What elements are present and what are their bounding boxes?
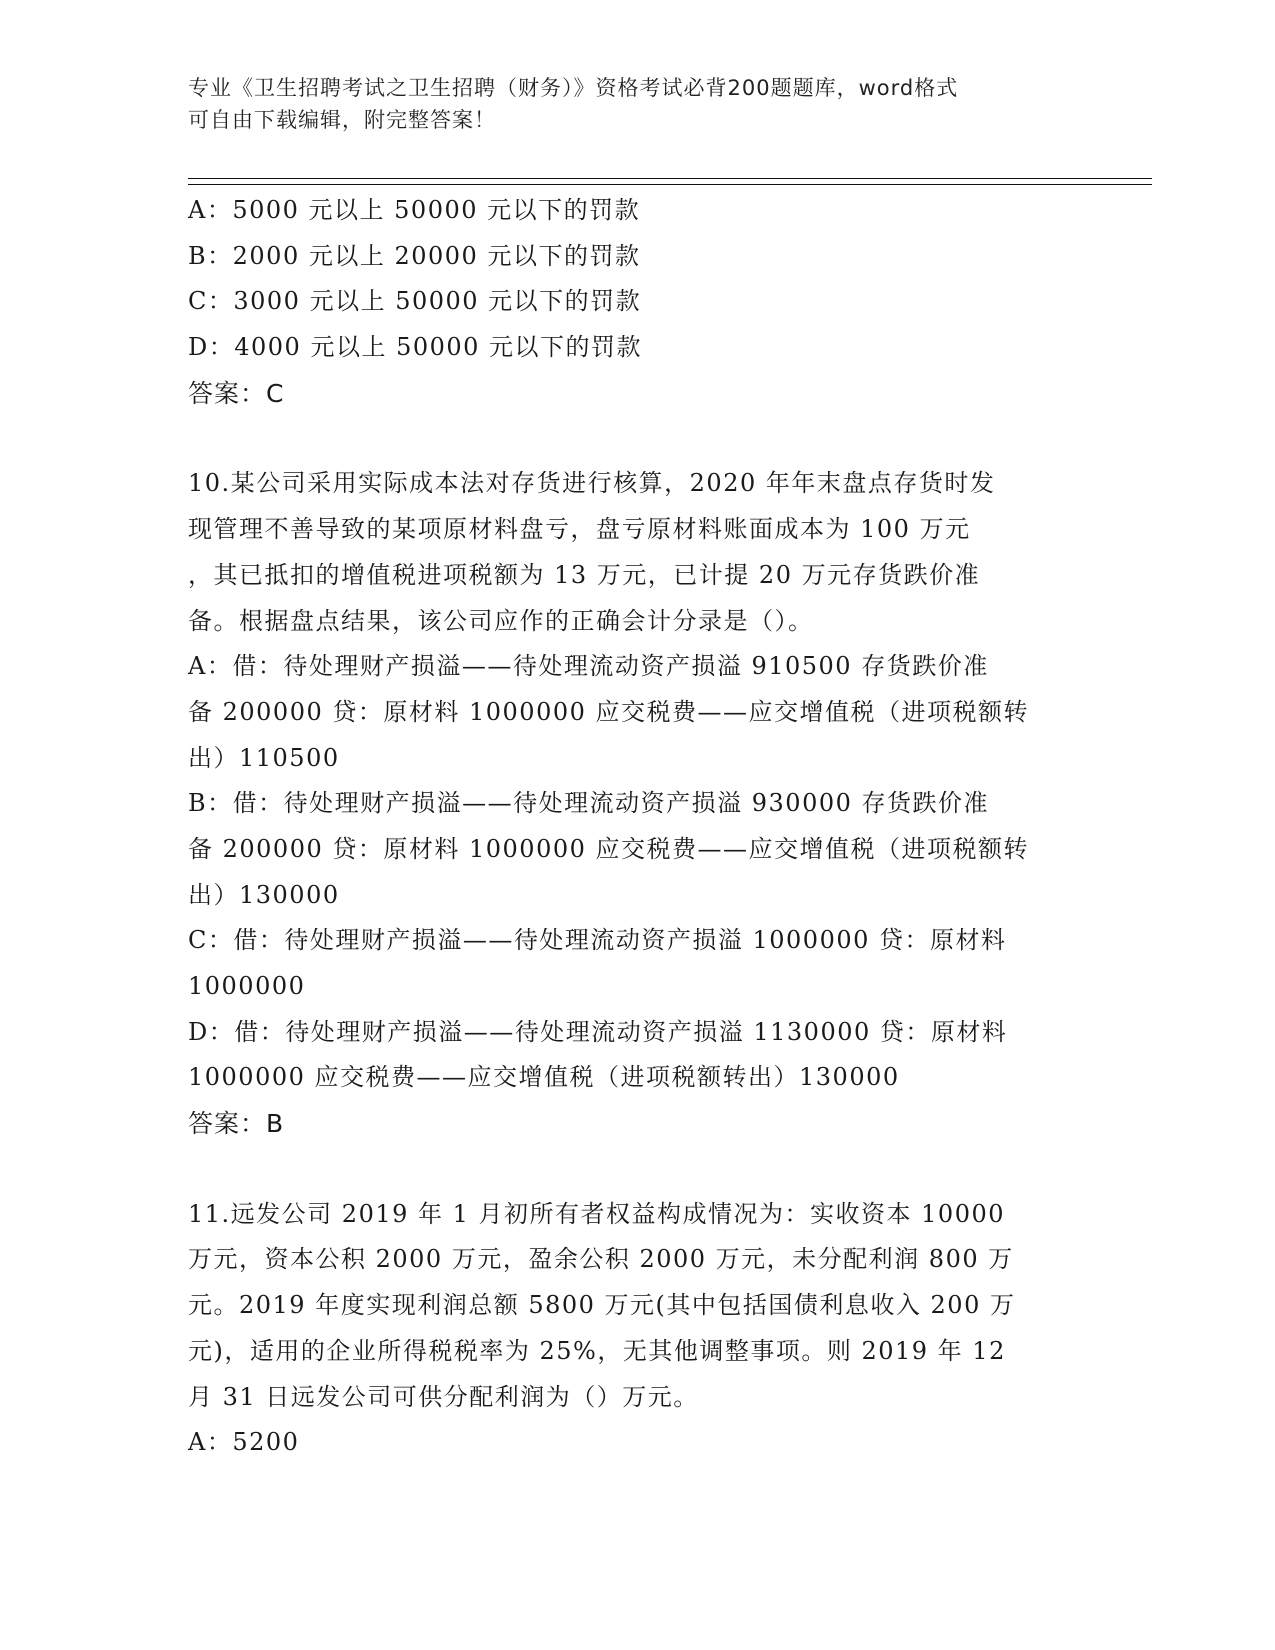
question-spacer bbox=[188, 416, 1088, 461]
answer: 答案：C bbox=[188, 378, 285, 408]
option-a-line: 出）110500 bbox=[188, 743, 340, 772]
question-stem-line: 万元，资本公积 2000 万元，盈余公积 2000 万元，未分配利润 800 万 bbox=[188, 1245, 1014, 1274]
header-line-1: 专业《卫生招聘考试之卫生招聘（财务）》资格考试必背200题题库，word格式 bbox=[188, 76, 959, 100]
option-c: C：3000 元以上 50000 元以下的罚款 bbox=[188, 287, 642, 316]
option-b-line: B：借：待处理财产损溢——待处理流动资产损溢 930000 存货跌价准 bbox=[188, 789, 990, 818]
option-d-line: 1000000 应交税费——应交增值税（进项税额转出）130000 bbox=[188, 1063, 900, 1092]
question-stem-line: 月 31 日远发公司可供分配利润为（）万元。 bbox=[188, 1382, 699, 1411]
question-stem-line: 元。2019 年度实现利润总额 5800 万元(其中包括国债利息收入 200 万 bbox=[188, 1291, 1016, 1320]
option-c-line: 1000000 bbox=[188, 972, 306, 1000]
option-b-line: 出）130000 bbox=[188, 880, 340, 909]
option-b-line: 备 200000 贷：原材料 1000000 应交税费——应交增值税（进项税额转 bbox=[188, 834, 1030, 863]
option-a-line: 备 200000 贷：原材料 1000000 应交税费——应交增值税（进项税额转 bbox=[188, 697, 1030, 726]
header-divider-bottom bbox=[188, 184, 1152, 185]
header-divider-top bbox=[188, 178, 1152, 179]
header-line-2: 可自由下载编辑，附完整答案！ bbox=[188, 108, 496, 132]
option-a: A：5000 元以上 50000 元以下的罚款 bbox=[188, 196, 641, 224]
question-spacer bbox=[188, 1147, 1088, 1192]
option-a-line: A：借：待处理财产损溢——待处理流动资产损溢 910500 存货跌价准 bbox=[188, 652, 989, 681]
question-stem-line: 元)，适用的企业所得税税率为 25%，无其他调整事项。则 2019 年 12 bbox=[188, 1336, 1006, 1365]
question-11 bbox=[188, 1192, 1088, 1466]
question-stem-line: ，其已抵扣的增值税进项税额为 13 万元，已计提 20 万元存货跌价准 bbox=[188, 560, 981, 589]
question-stem-line: 备。根据盘点结果，该公司应作的正确会计分录是（）。 bbox=[188, 606, 814, 635]
question-stem-line: 现管理不善导致的某项原材料盘亏，盘亏原材料账面成本为 100 万元 bbox=[188, 515, 971, 544]
question-9 bbox=[188, 188, 1088, 416]
document-body bbox=[188, 188, 1088, 1466]
answer: 答案：B bbox=[188, 1109, 285, 1139]
option-c-line: C：借：待处理财产损溢——待处理流动资产损溢 1000000 贷：原材料 bbox=[188, 926, 1007, 955]
question-10 bbox=[188, 461, 1088, 1146]
question-stem-line: 10.某公司采用实际成本法对存货进行核算，2020 年年末盘点存货时发 bbox=[188, 469, 996, 498]
option-b: B：2000 元以上 20000 元以下的罚款 bbox=[188, 241, 641, 270]
document-header bbox=[188, 72, 1068, 136]
option-d-line: D：借：待处理财产损溢——待处理流动资产损溢 1130000 贷：原材料 bbox=[188, 1017, 1008, 1046]
question-stem-line: 11.远发公司 2019 年 1 月初所有者权益构成情况为：实收资本 10000 bbox=[188, 1199, 1006, 1228]
option-d: D：4000 元以上 50000 元以下的罚款 bbox=[188, 333, 643, 362]
option-a: A：5200 bbox=[188, 1428, 300, 1457]
